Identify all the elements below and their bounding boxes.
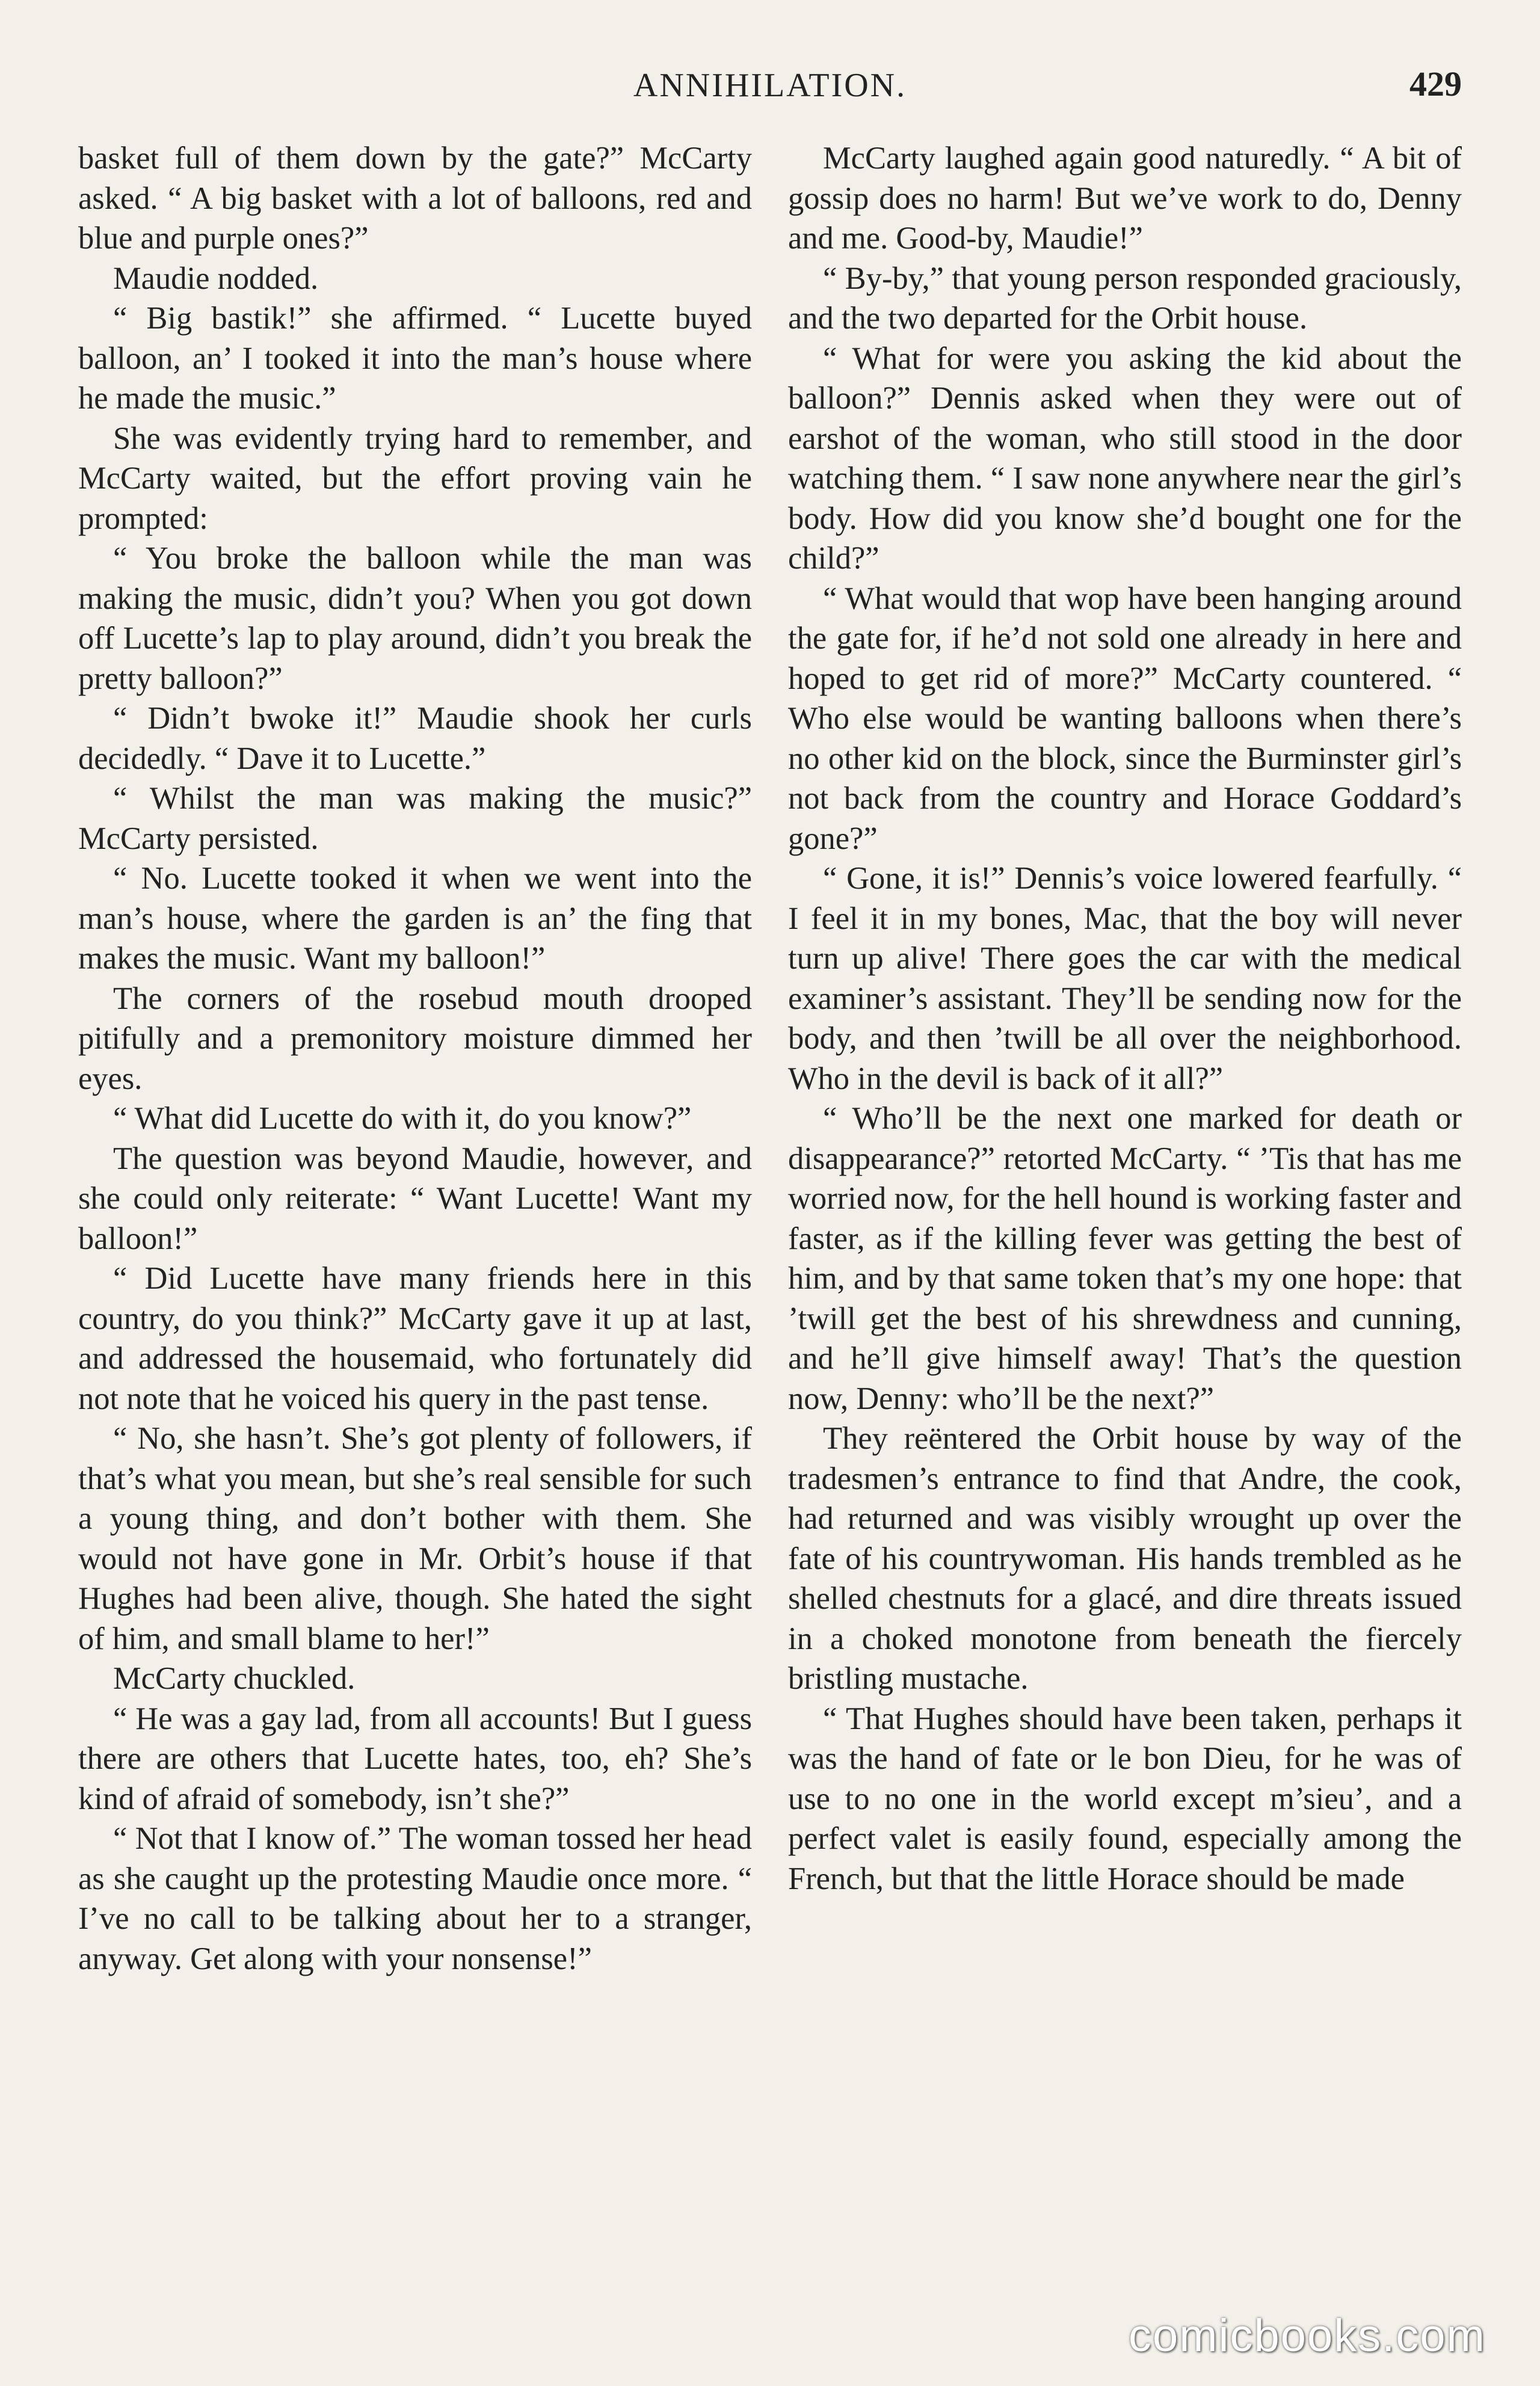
paragraph: “ By-by,” that young person responded graciously, and the two departed for the Orbit house.: [788, 260, 1462, 336]
paragraph: basket full of them down by the gate?” McCarty asked. “ A big basket with a lot of balloons, red and blue and purple ones?”: [78, 141, 752, 256]
paragraph: “ Big bastik!” she affirmed. “ Lucette buyed balloon, an’ I tooked it into the man’s house where he made the music.”: [78, 301, 752, 416]
paragraph: They reëntered the Orbit house by way of the tradesmen’s entrance to find that Andre, the cook, had returned and was visibly wrought up over the fate of his countrywoman. His hands trembled as he shelled chestnuts for a glacé, and dire threats issued in a choked monotone from beneath the fiercely bristling mustache.: [788, 1421, 1462, 1696]
right-column: [788, 138, 1462, 1899]
paragraph: “ No, she hasn’t. She’s got plenty of followers, if that’s what you mean, but she’s real sensible for such a young thing, and don’t bother with them. She would not have gone in Mr. Orbit’s house if that Hughes had been alive, though. She hated the sight of him, and small blame to her!”: [78, 1421, 752, 1656]
paragraph: “ That Hughes should have been taken, perhaps it was the hand of fate or le bon Dieu, for he was of use to no one in the world except m’sieu’, and a perfect valet is easily found, especially among the French, but that the little Horace should be made: [788, 1701, 1462, 1896]
left-column: [78, 138, 752, 1979]
paragraph: The corners of the rosebud mouth drooped pitifully and a premonitory moisture dimmed her eyes.: [78, 981, 752, 1096]
paragraph: McCarty chuckled.: [113, 1661, 356, 1696]
page-number: 429: [1409, 64, 1462, 103]
paragraph: The question was beyond Maudie, however, and she could only reiterate: “ Want Lucette! Want my balloon!”: [78, 1141, 752, 1256]
paragraph: “ Who’ll be the next one marked for death or disappearance?” retorted McCarty. “ ’Tis that has me worried now, for the hell hound is working faster and faster, as if the killing fever was getting the best of him, and by that same token that’s my one hope: that ’twill get the best of his shrewdness and cunning, and he’ll give himself away! That’s the question now, Denny: who’ll be the next?”: [788, 1101, 1462, 1416]
paragraph: She was evidently trying hard to remember, and McCarty waited, but the effort proving vain he prompted:: [78, 421, 752, 536]
paragraph: Maudie nodded.: [113, 260, 319, 296]
paragraph: “ Gone, it is!” Dennis’s voice lowered fearfully. “ I feel it in my bones, Mac, that the boy will never turn up alive! There goes the car with the medical examiner’s assistant. They’ll be sending now for the body, and then ’twill be all over the neighborhood. Who in the devil is back of it all?”: [788, 861, 1462, 1096]
paragraph: McCarty laughed again good naturedly. “ A bit of gossip does no harm! But we’ve work to do, Denny and me. Good-by, Maudie!”: [788, 141, 1462, 256]
paragraph: “ No. Lucette tooked it when we went into the man’s house, where the garden is an’ the fing that makes the music. Want my balloon!”: [78, 861, 752, 976]
paragraph: “ Did Lucette have many friends here in this country, do you think?” McCarty gave it up at last, and addressed the housemaid, who fortunately did not note that he voiced his query in the past tense.: [78, 1261, 752, 1416]
paragraph: “ Didn’t bwoke it!” Maudie shook her curls decidedly. “ Dave it to Lucette.”: [78, 701, 752, 776]
paragraph: “ What would that wop have been hanging around the gate for, if he’d not sold one already in here and hoped to get rid of more?” McCarty countered. “ Who else would be wanting balloons when there’s no other kid on the block, since the Burminster girl’s not back from the country and Horace Goddard’s gone?”: [788, 581, 1462, 856]
paragraph: “ He was a gay lad, from all accounts! But I guess there are others that Lucette hates, too, eh? She’s kind of afraid of somebody, isn’t she?”: [78, 1701, 752, 1816]
paragraph: “ You broke the balloon while the man was making the music, didn’t you? When you got down off Lucette’s lap to play around, didn’t you break the pretty balloon?”: [78, 541, 752, 696]
paragraph: “ What did Lucette do with it, do you know?”: [113, 1101, 692, 1136]
paragraph: “ What for were you asking the kid about the balloon?” Dennis asked when they were out of earshot of the woman, who still stood in the door watching them. “ I saw none anywhere near the girl’s body. How did you know she’d bought one for the child?”: [788, 341, 1462, 576]
paragraph: “ Not that I know of.” The woman tossed her head as she caught up the protesting Maudie once more. “ I’ve no call to be talking about her to a stranger, anyway. Get along with your nonsense!”: [78, 1821, 752, 1976]
running-head: ANNIHILATION.: [633, 67, 907, 104]
page-header: [78, 60, 1462, 114]
watermark-logo: comicbooks.com: [1129, 2310, 1486, 2361]
paragraph: “ Whilst the man was making the music?” McCarty persisted.: [78, 781, 752, 856]
